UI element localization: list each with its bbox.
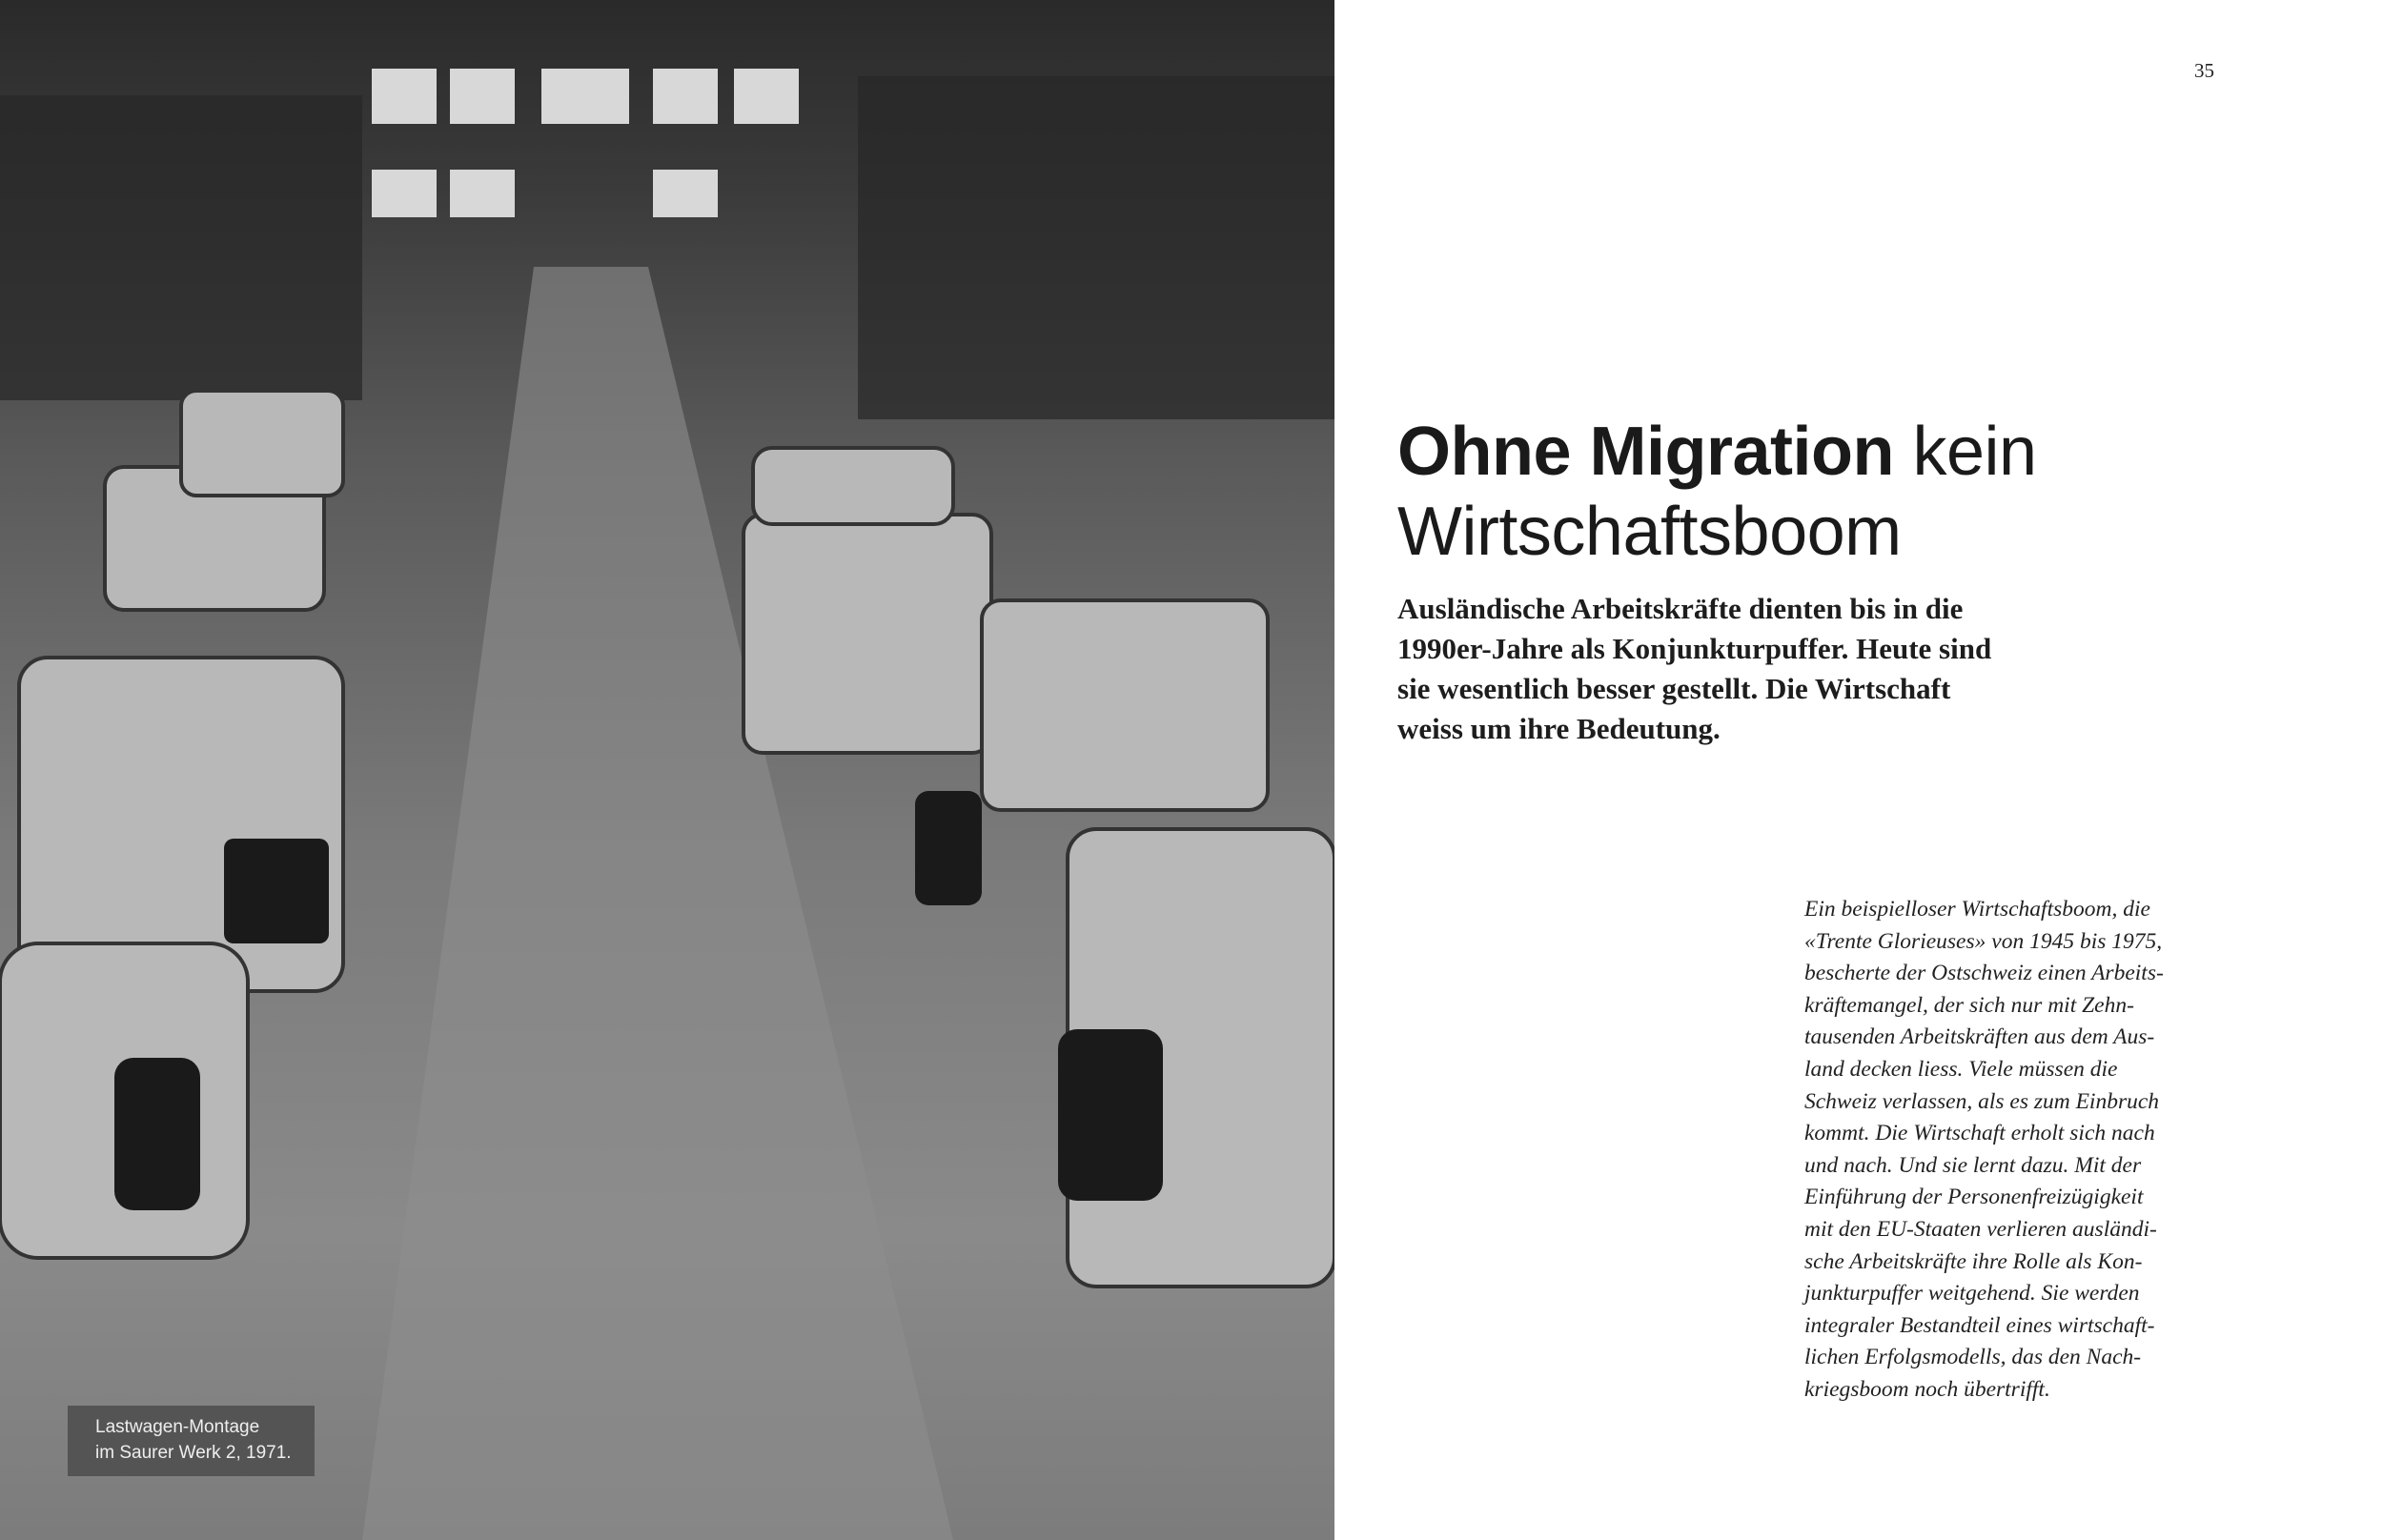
body-line: und nach. Und sie lernt dazu. Mit der [1804,1152,2142,1178]
body-line: sche Arbeitskräfte ihre Rolle als Kon- [1804,1248,2143,1274]
page-number: 35 [2194,59,2214,82]
title-light: Wirtschaftsboom [1397,494,1902,570]
article-body [1804,894,2164,1407]
title-bold: Ohne Migration [1397,414,1894,490]
body-line: tausenden Arbeitskräften aus dem Aus- [1804,1024,2155,1050]
body-line: kriegsboom noch übertrifft. [1804,1376,2050,1402]
body-line: land decken liess. Viele müssen die [1804,1056,2118,1082]
body-line: junkturpuffer weitgehend. Sie werden [1804,1281,2140,1307]
caption-line: im Saurer Werk 2, 1971. [95,1443,292,1463]
photo-caption [68,1406,315,1476]
body-line: mit den EU-Staaten verlieren ausländi- [1804,1216,2157,1242]
body-line: kommt. Die Wirtschaft erholt sich nach [1804,1121,2155,1146]
body-line: kräftemangel, der sich nur mit Zehn- [1804,992,2134,1018]
title-light: kein [1912,414,2037,490]
hall-windows [372,69,799,217]
article-title [1397,412,2037,572]
body-line: «Trente Glorieuses» von 1945 bis 1975, [1804,928,2163,954]
body-line: Schweiz verlassen, als es zum Einbruch [1804,1088,2160,1114]
lead-line: sie wesentlich besser gestellt. Die Wirtschaft [1397,672,1951,705]
body-line: bescherte der Ostschweiz einen Arbeits- [1804,961,2164,986]
lead-line: Ausländische Arbeitskräfte dienten bis in die [1397,592,1964,625]
body-line: Einführung der Personenfreizügigkeit [1804,1185,2144,1210]
caption-line: Lastwagen-Montage [95,1417,260,1437]
lead-line: weiss um ihre Bedeutung. [1397,712,1721,745]
article-lead [1397,589,2141,749]
body-line: Ein beispielloser Wirtschaftsboom, die [1804,897,2150,922]
body-line: lichen Erfolgsmodells, das den Nach- [1804,1345,2142,1370]
body-line: integraler Bestandteil eines wirtschaft- [1804,1312,2155,1338]
lead-line: 1990er-Jahre als Konjunkturpuffer. Heute sind [1397,632,1992,665]
